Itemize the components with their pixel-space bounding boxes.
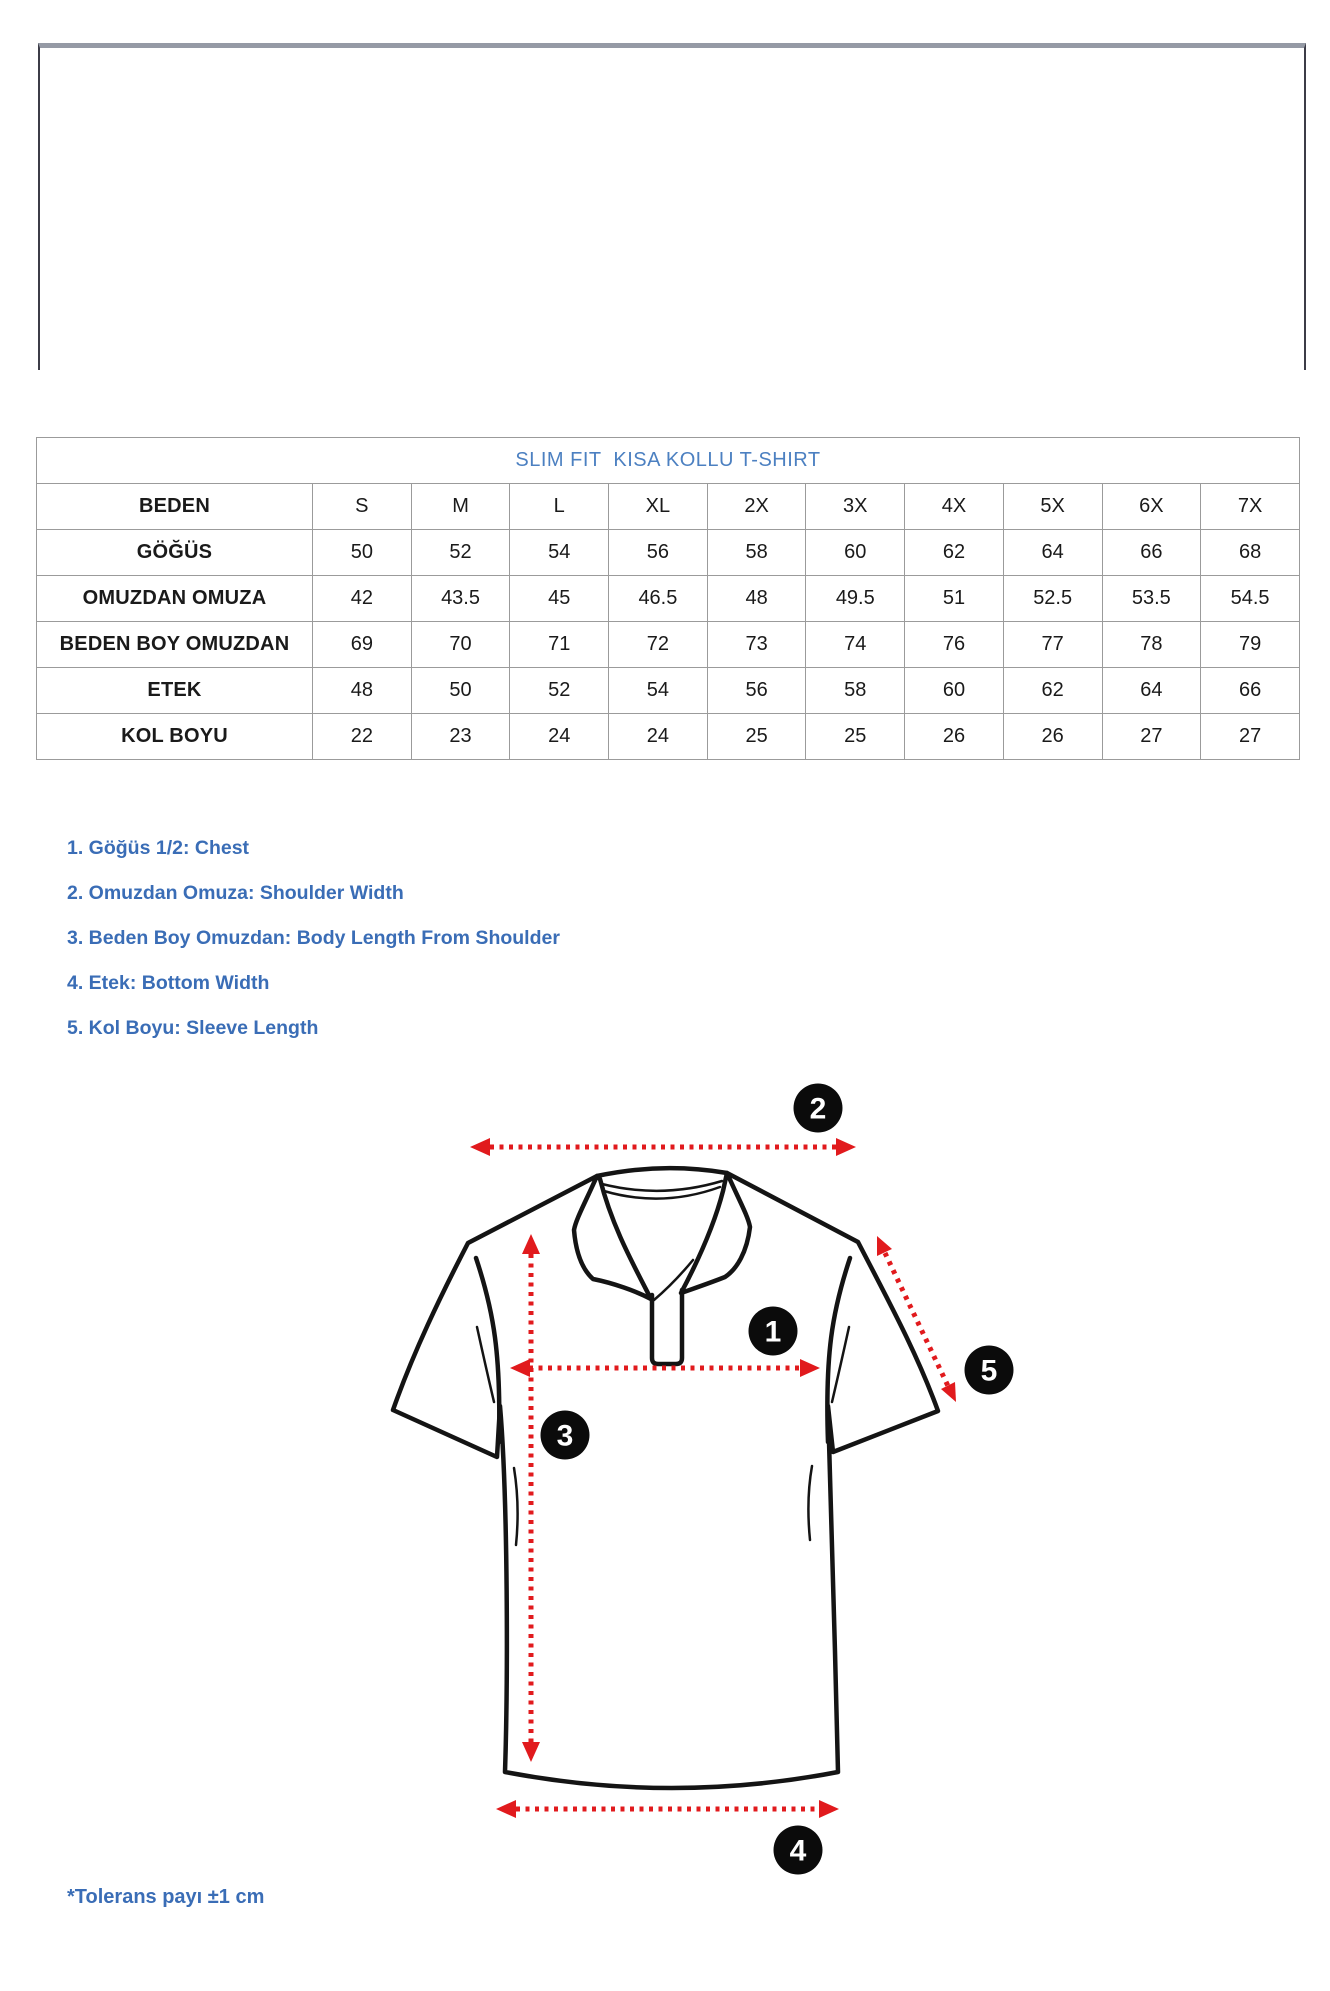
- table-cell: 3X: [806, 484, 905, 530]
- table-cell: 5X: [1003, 484, 1102, 530]
- table-row: [37, 530, 1300, 576]
- table-cell: 56: [609, 530, 708, 576]
- size-chart-table: [36, 437, 1300, 760]
- table-cell: 76: [905, 622, 1004, 668]
- table-cell: 45: [510, 576, 609, 622]
- table-cell: 22: [313, 714, 412, 760]
- table-cell: L: [510, 484, 609, 530]
- arrowhead: [819, 1800, 839, 1818]
- table-cell: 52: [411, 530, 510, 576]
- table-cell: 69: [313, 622, 412, 668]
- table-title: SLIM FIT KISA KOLLU T-SHIRT: [37, 438, 1300, 484]
- row-label: BEDEN BOY OMUZDAN: [37, 622, 313, 668]
- table-cell: 74: [806, 622, 905, 668]
- table-cell: 24: [609, 714, 708, 760]
- table-cell: 25: [806, 714, 905, 760]
- table-cell: 66: [1102, 530, 1201, 576]
- legend-item-shoulder: 2. Omuzdan Omuza: Shoulder Width: [67, 882, 404, 904]
- table-row: [37, 576, 1300, 622]
- table-row: [37, 714, 1300, 760]
- table-cell: 72: [609, 622, 708, 668]
- table-cell: 27: [1201, 714, 1300, 760]
- table-cell: XL: [609, 484, 708, 530]
- table-cell: 54.5: [1201, 576, 1300, 622]
- table-cell: 42: [313, 576, 412, 622]
- measurement-legend: [67, 836, 560, 1061]
- row-label: BEDEN: [37, 484, 313, 530]
- table-title-row: [37, 438, 1300, 484]
- table-cell: 79: [1201, 622, 1300, 668]
- table-cell: 77: [1003, 622, 1102, 668]
- table-cell: 51: [905, 576, 1004, 622]
- badge-1-label: 1: [764, 1315, 782, 1349]
- table-cell: 78: [1102, 622, 1201, 668]
- legend-item-chest: 1. Göğüs 1/2: Chest: [67, 837, 250, 859]
- badge-2: [794, 1084, 843, 1133]
- arrowhead: [470, 1138, 490, 1156]
- table-row: [37, 622, 1300, 668]
- table-cell: 48: [707, 576, 806, 622]
- row-label: ETEK: [37, 668, 313, 714]
- arrowhead: [877, 1236, 892, 1256]
- table-cell: 54: [609, 668, 708, 714]
- table-row: [37, 484, 1300, 530]
- table-cell: 52: [510, 668, 609, 714]
- table-cell: 48: [313, 668, 412, 714]
- arrowhead: [496, 1800, 516, 1818]
- table-cell: 53.5: [1102, 576, 1201, 622]
- badge-5: [965, 1346, 1014, 1395]
- table-cell: M: [411, 484, 510, 530]
- table-cell: 27: [1102, 714, 1201, 760]
- table-cell: 68: [1201, 530, 1300, 576]
- table-cell: 46.5: [609, 576, 708, 622]
- table-cell: 2X: [707, 484, 806, 530]
- table-cell: 71: [510, 622, 609, 668]
- row-label: KOL BOYU: [37, 714, 313, 760]
- table-cell: 49.5: [806, 576, 905, 622]
- badge-2-label: 2: [809, 1092, 827, 1126]
- table-cell: 52.5: [1003, 576, 1102, 622]
- table-cell: 50: [313, 530, 412, 576]
- table-cell: 60: [806, 530, 905, 576]
- legend-item-sleeve-length: 5. Kol Boyu: Sleeve Length: [67, 1017, 319, 1039]
- badge-5-label: 5: [980, 1354, 998, 1388]
- table-row: [37, 668, 1300, 714]
- table-cell: 25: [707, 714, 806, 760]
- badge-3: [541, 1411, 590, 1460]
- table-cell: 23: [411, 714, 510, 760]
- table-cell: 54: [510, 530, 609, 576]
- tolerance-note: *Tolerans payı ±1 cm: [67, 1886, 265, 1908]
- table-cell: 64: [1102, 668, 1201, 714]
- row-label: GÖĞÜS: [37, 530, 313, 576]
- table-cell: 73: [707, 622, 806, 668]
- table-cell: 56: [707, 668, 806, 714]
- badge-1: [749, 1307, 798, 1356]
- table-cell: 43.5: [411, 576, 510, 622]
- table-cell: 26: [905, 714, 1004, 760]
- table-cell: 24: [510, 714, 609, 760]
- table-cell: 66: [1201, 668, 1300, 714]
- table-cell: 70: [411, 622, 510, 668]
- table-cell: 4X: [905, 484, 1004, 530]
- badge-4-label: 4: [789, 1834, 807, 1868]
- table-cell: 60: [905, 668, 1004, 714]
- legend-item-bottom-width: 4. Etek: Bottom Width: [67, 972, 270, 994]
- badge-4: [774, 1826, 823, 1875]
- badge-3-label: 3: [556, 1419, 574, 1453]
- product-image-placeholder: [38, 43, 1306, 370]
- arrowhead: [836, 1138, 856, 1156]
- shirt-measurement-diagram: [285, 1060, 1045, 1890]
- legend-item-body-length: 3. Beden Boy Omuzdan: Body Length From Shoulder: [67, 927, 560, 949]
- table-cell: 58: [806, 668, 905, 714]
- table-cell: 64: [1003, 530, 1102, 576]
- table-cell: 7X: [1201, 484, 1300, 530]
- table-cell: 6X: [1102, 484, 1201, 530]
- table-cell: 62: [905, 530, 1004, 576]
- table-cell: 50: [411, 668, 510, 714]
- row-label: OMUZDAN OMUZA: [37, 576, 313, 622]
- table-cell: 62: [1003, 668, 1102, 714]
- table-cell: 26: [1003, 714, 1102, 760]
- table-cell: 58: [707, 530, 806, 576]
- table-cell: S: [313, 484, 412, 530]
